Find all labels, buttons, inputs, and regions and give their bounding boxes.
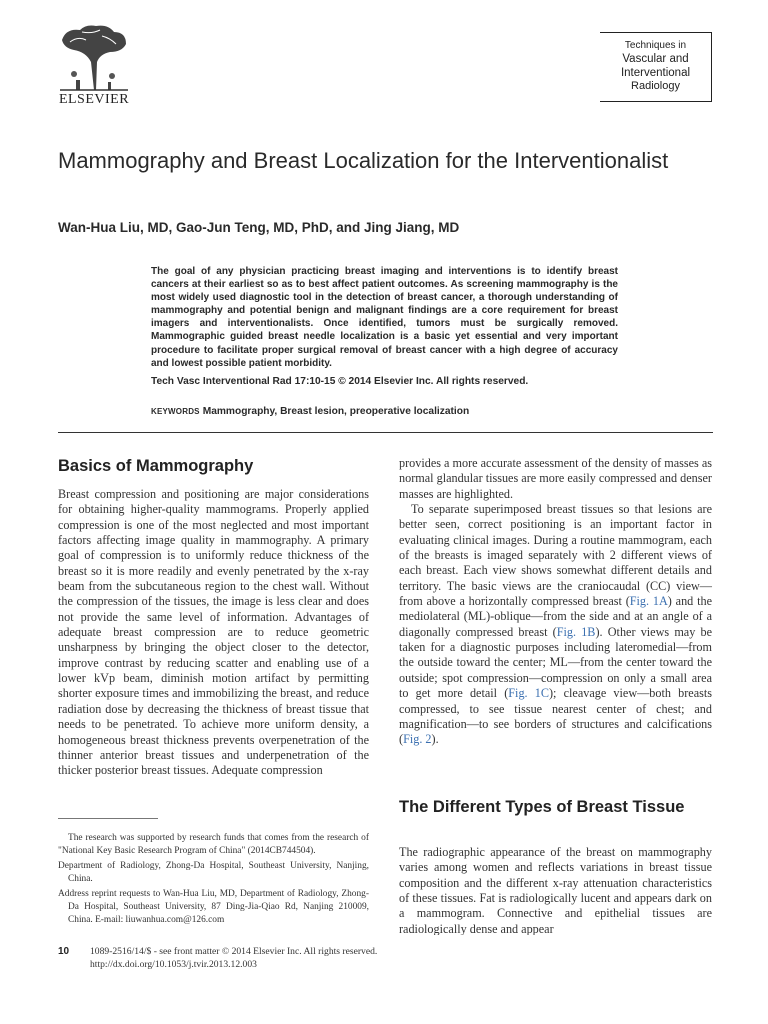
heading-different-types-of-breast-tissue: The Different Types of Breast Tissue bbox=[399, 798, 685, 816]
right-paragraph-1: provides a more accurate assessment of the density of masses as normal glandular tissues are more easily compressed and denser masses are highlighted. bbox=[399, 456, 712, 501]
keywords-text: Mammography, Breast lesion, preoperative localization bbox=[202, 406, 470, 417]
basics-paragraph: Breast compression and positioning are major considerations for obtaining higher-quality mammograms. Properly applied compression is one of the most neglected and most important factors affecting image quality in mammography. A primary goal of compression is to uniformly reduce thickness of the breast so it is more readily and evenly penetrated by the x-ray beam from the subcutaneous region to the chest wall. Without the compression of the tissues, the image is less clear and does not provide the same level of information. Advantages of adequate breast compression are to reduce geometric unsharpness by bringing the object closer to the detector, improve contrast by reducing scatter and enabling use of a lower kVp beam, diminish motion artifact by permitting shorter exposure times and immobilizing the breast, and reduce radiation dose by decreasing the thickness of breast tissue that needs to be penetrated. To achieve more uniform density, a homogeneous breast thickness prevents overpenetration of the thinner anterior breast tissues and underpenetration of the thicker posterior breast tissues. Adequate compression bbox=[58, 487, 369, 778]
journal-line-4: Radiology bbox=[631, 80, 680, 92]
text-span: ) and the mediolateral (ML)-oblique—from the side and at an angle of a diagonally compressed breast ( bbox=[399, 594, 712, 639]
journal-citation: Tech Vasc Interventional Rad 17:10-15 © 2014 Elsevier Inc. All rights reserved. bbox=[151, 376, 529, 387]
keywords-label: KEYWORDS bbox=[151, 407, 200, 416]
text-span: ). bbox=[431, 732, 439, 747]
footnote-funding: The research was supported by research funds that comes from the research of "National Key Basic Research Program of China" (2014CB744504). bbox=[58, 833, 369, 856]
article-authors: Wan-Hua Liu, MD, Gao-Jun Teng, MD, PhD, and Jing Jiang, MD bbox=[58, 220, 460, 235]
fig-1c-link[interactable]: Fig. 1C bbox=[508, 686, 549, 701]
text-span: ). Other views may be taken for a diagnostic purposes including lateromedial—from the outside toward the center; ML—from the center toward the outside; spot compression—compression on only a small area to get more detail ( bbox=[399, 624, 713, 701]
fig-1b-link[interactable]: Fig. 1B bbox=[556, 624, 596, 639]
fig-2-link[interactable]: Fig. 2 bbox=[403, 732, 432, 747]
left-column-body bbox=[58, 487, 369, 797]
fig-1a-link[interactable]: Fig. 1A bbox=[629, 594, 668, 609]
footnotes bbox=[58, 832, 369, 929]
footnote-reprint: Address reprint requests to Wan-Hua Liu, MD, Department of Radiology, Zhong-Da Hospital, Southeast University, 87 Ding-Jia-Qiao Rd, Nanjing 210009, China. E-mail: liuwanhua.com@126.com bbox=[58, 889, 369, 925]
issn-line: 1089-2516/14/$ - see front matter © 2014 Elsevier Inc. All rights reserved. bbox=[90, 946, 378, 957]
page-number: 10 bbox=[58, 946, 70, 957]
doi-link[interactable]: http://dx.doi.org/10.1053/j.tvir.2013.12.003 bbox=[90, 959, 257, 970]
section-divider bbox=[58, 432, 713, 433]
keywords bbox=[151, 406, 618, 417]
abstract: The goal of any physician practicing breast imaging and interventions is to identify breast cancers at their earliest so as to best affect patient outcomes. As screening mammography is the most widely used diagnostic tool in the detection of breast cancer, a thorough understanding of mammography and potential benign and malignant findings are a core requirement for breast imagers and interventionalists. Once identified, tumors must be surgically removed. Mammographic guided breast needle localization is a basic yet essential and very important procedure to facilitate proper surgical removal of breast cancer with a high degree of accuracy and lowest possible patient morbidity. bbox=[151, 266, 618, 369]
heading-basics-of-mammography: Basics of Mammography bbox=[58, 457, 254, 475]
right-paragraph-2 bbox=[399, 502, 712, 748]
journal-line-2: Vascular and bbox=[622, 53, 689, 65]
article-title: Mammography and Breast Localization for the Interventionalist bbox=[58, 148, 669, 173]
text-span: ); cleavage view—both breasts compressed, to see tissue nearest center of chest; and magnification—to see borders of structures and calcifications ( bbox=[399, 686, 712, 747]
journal-line-3: Interventional bbox=[620, 67, 691, 79]
journal-line-1: Techniques in bbox=[624, 40, 687, 51]
types-column-body bbox=[399, 845, 712, 935]
publisher-name: ELSEVIER bbox=[58, 92, 130, 107]
text-span: To separate superimposed breast tissues so that lesions are better seen, correct positioning is an important factor in evaluating clinical images. During a routine mammogram, each of the breasts is imaged separately with 2 different views of each breast. Each view shows somewhat different details and territory. The basic views are the craniocaudal (CC) view—from above a horizontally compressed breast ( bbox=[399, 502, 712, 609]
right-column-body bbox=[399, 456, 712, 748]
types-paragraph: The radiographic appearance of the breast on mammography varies among women and reflects variations in breast tissue composition and the different x-ray attenuation characteristics of these tissues. Fat is radiologically lucent and appears dark on a mammogram. Connective and epithelial tissues are radiologically dense and appear bbox=[399, 845, 712, 935]
journal-title-box bbox=[600, 32, 712, 102]
footnote-department: Department of Radiology, Zhong-Da Hospital, Southeast University, Nanjing, China. bbox=[58, 861, 369, 884]
footnote-divider bbox=[58, 818, 158, 819]
